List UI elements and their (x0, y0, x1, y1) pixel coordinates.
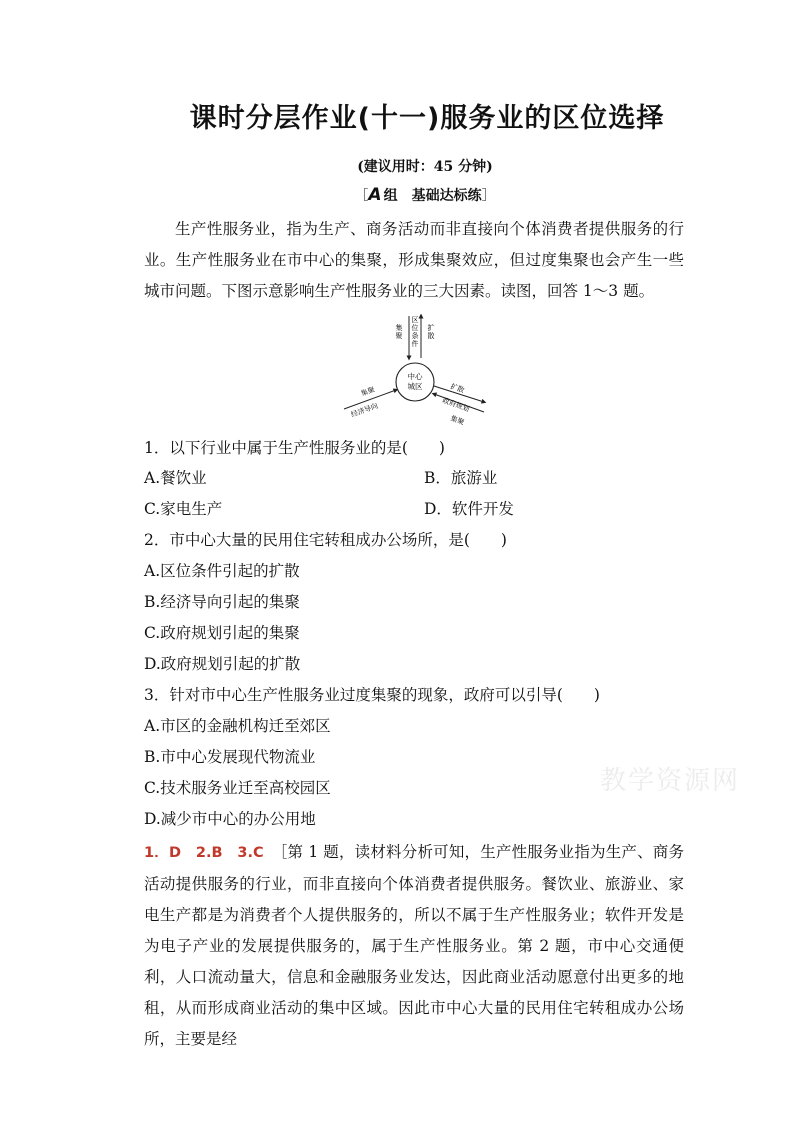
answer-explanation: ［第 1 题，读材料分析可知，生产性服务业指为生产、商务活动提供服务的行业，而非直接向个体消费者提供服务。餐饮业、旅游业、家电生产都是为消费者个人提供服务的，所以不属于生产性服务业；软件开发是为电子产业的发展提供服务的，属于生产性服务业。第 2 题，市中心交通便利，人口流动量大，信息和金融服务业发达，因此商业活动愿意付出更多的地租，从而形成商业活动的集中区域。因此市中心大量的民用住宅转租成办公场所，主要是经 (144, 843, 685, 1048)
center-label-2: 城区 (407, 382, 423, 391)
top-label-left: 集聚 (395, 324, 403, 340)
question-3-option-b: B.市中心发展现代物流业 (144, 748, 316, 766)
question-2-option-b: B.经济导向引起的集聚 (144, 593, 300, 611)
answer-key: 1．D 2.B 3.C (144, 845, 264, 861)
question-1-option-b: B．旅游业 (424, 469, 498, 487)
question-1-option-c: C.家电生产 (144, 500, 223, 518)
page-title: 课时分层作业(十一)服务业的区位选择 (189, 103, 665, 134)
top-label-right: 扩散 (427, 324, 435, 340)
right-label-c: 集聚 (449, 414, 466, 427)
right-label-b: 政府规划 (441, 396, 471, 414)
suggested-time: (建议用时：45 分钟) (357, 159, 493, 175)
bracket-open: ［ (354, 188, 369, 204)
question-3-option-a: A.市区的金融机构迁至郊区 (144, 717, 331, 735)
intro-paragraph: 生产性服务业，指为生产、商务活动而非直接向个体消费者提供服务的行业。生产性服务业在市中心的集聚，形成集聚效应，但过度集聚也会产生一些城市问题。下图示意影响生产性服务业的三大因素。读图，回答 1～3 题。 (144, 220, 684, 300)
right-label-a: 扩散 (449, 382, 466, 395)
top-label-center: 区位条件 (411, 316, 419, 348)
question-3-option-c: C.技术服务业迁至高校园区 (144, 779, 331, 797)
question-1-option-d: D．软件开发 (424, 500, 514, 518)
question-2-stem: 2．市中心大量的民用住宅转租成办公场所，是( ) (144, 531, 507, 549)
question-3-stem: 3．针对市中心生产性服务业过度集聚的现象，政府可以引导( ) (144, 686, 600, 704)
group-heading (0, 185, 794, 205)
group-a-badge-icon: A (368, 185, 382, 205)
left-label-upper: 集聚 (359, 385, 376, 398)
question-3-option-d: D.减少市中心的办公用地 (144, 810, 316, 828)
question-2-option-c: C.政府规划引起的集聚 (144, 624, 300, 642)
question-1-stem: 1．以下行业中属于生产性服务业的是( ) (144, 439, 445, 457)
factor-diagram (338, 314, 488, 428)
group-label: 组 基础达标练 (383, 188, 482, 204)
left-label-lower: 经济导向 (349, 401, 379, 419)
watermark: 教学资源网 (600, 766, 741, 796)
center-label-1: 中心 (407, 372, 423, 381)
bracket-close: ］ (481, 188, 496, 204)
question-2-option-d: D.政府规划引起的扩散 (144, 655, 301, 673)
answer-paragraph (144, 837, 684, 1055)
question-1-option-a: A.餐饮业 (144, 469, 207, 487)
question-2-option-a: A.区位条件引起的扩散 (144, 562, 300, 580)
